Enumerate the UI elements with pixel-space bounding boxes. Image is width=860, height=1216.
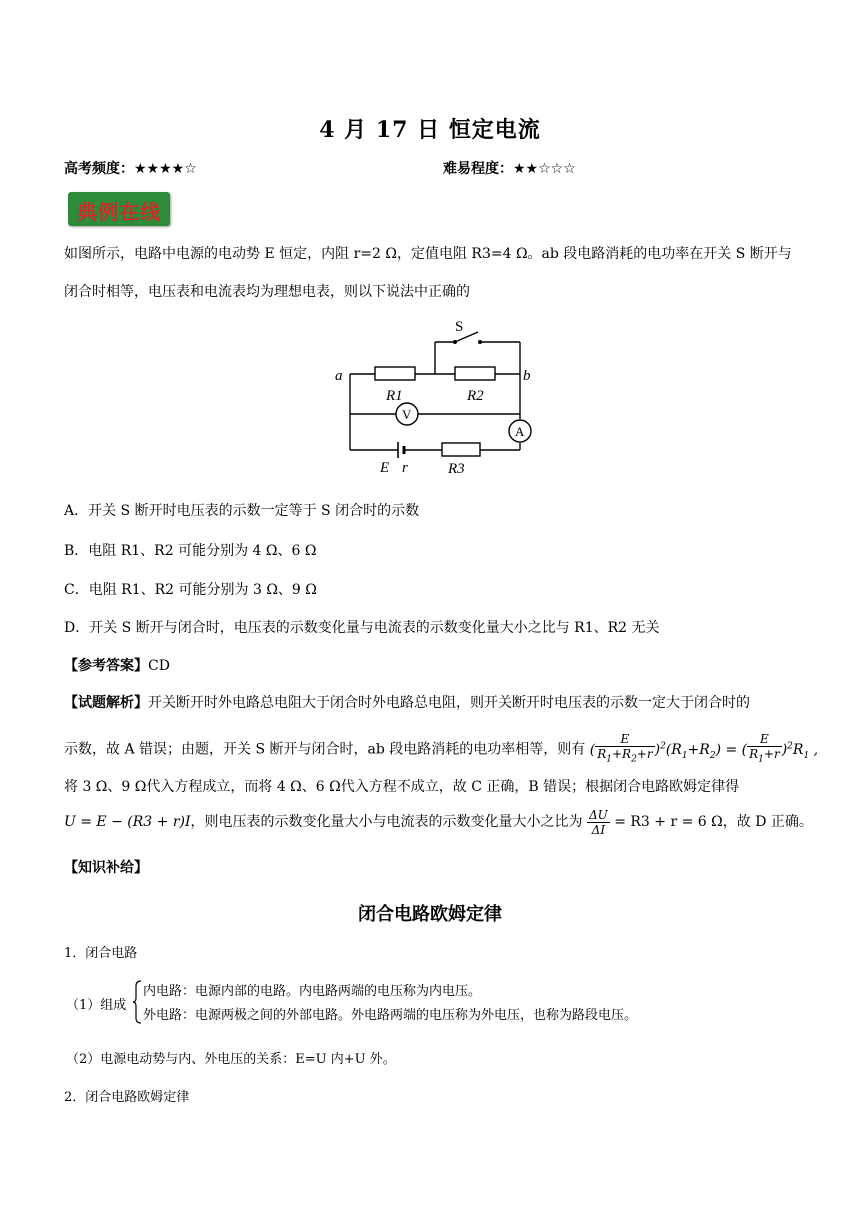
resistor-r3 [442, 443, 480, 456]
question-line-2: 闭合时相等，电压表和电流表均为理想电表，则以下说法中正确的 [64, 284, 470, 300]
power-equation: ( $\frac{E}{R_1+R_2+r}$ )$^2(R_1+R_2)$ = ( $\frac{E}{R_1+r}$ )$^2R_1$ , [589, 732, 819, 765]
voltmeter-label: V [402, 407, 412, 422]
compose-label: （1）组成 [66, 998, 127, 1013]
item-2-heading: 2．闭合电路欧姆定律 [64, 1090, 190, 1105]
analysis-text-4: ，则电压表的示数变化量大小与电流表的示数变化量大小之比为 [190, 814, 583, 830]
answer-row [64, 655, 170, 675]
option-d: D．开关 S 断开与闭合时，电压表的示数变化量与电流表的示数变化量大小之比与 R1、R2 无关 [64, 620, 660, 636]
resistor-r2 [455, 367, 495, 380]
relation-text: （2）电源电动势与内、外电压的关系：E=U 内+U 外。 [66, 1052, 396, 1067]
node-a-label: a [335, 368, 343, 384]
analysis-line-2 [64, 726, 818, 775]
emf-label: E [380, 460, 390, 476]
section-title: 闭合电路欧姆定律 [358, 904, 502, 925]
example-badge [68, 192, 170, 226]
analysis-line-1 [64, 692, 750, 712]
r2-label: R2 [467, 388, 484, 404]
analysis-line-4 [64, 802, 813, 842]
question-line-1: 如图所示，电路中电源的电动势 E 恒定，内阻 r=2 Ω，定值电阻 R3=4 Ω。ab 段电路消耗的电功率在开关 S 断开与 [64, 246, 792, 262]
difficulty-level: 难易程度：★★☆☆☆ [443, 161, 576, 177]
page-title: 4 月 17 日 恒定电流 [319, 117, 541, 143]
inner-circuit-text: 内电路：电源内部的电路。内电路两端的电压称为内电压。 [143, 984, 482, 999]
internal-resistance-label: r [402, 460, 408, 476]
analysis-line-3: 将 3 Ω、9 Ω代入方程成立，而将 4 Ω、6 Ω代入方程不成立，故 C 正确，B 错误；根据闭合电路欧姆定律得 [64, 779, 740, 795]
answer-value: CD [148, 658, 170, 674]
analysis-text-4-end: = R3 + r = 6 Ω，故 D 正确。 [614, 814, 813, 830]
ohm-equation: U = E − (R3 + r)I [64, 814, 191, 830]
circuit-diagram [330, 318, 540, 478]
r3-label: R3 [448, 461, 465, 477]
answer-label: 【参考答案】 [64, 658, 148, 674]
switch-label: S [455, 319, 464, 335]
analysis-text-2: 示数，故 A 错误；由题，开关 S 断开与闭合时，ab 段电路消耗的电功率相等，则有 [64, 741, 586, 758]
option-b: B．电阻 R1、R2 可能分别为 4 Ω、6 Ω [64, 543, 317, 559]
ammeter-label: A [515, 424, 525, 439]
analysis-text-1: 开关断开时外电路总电阻大于闭合时外电路总电阻，则开关断开时电压表的示数一定大于闭合时的 [148, 695, 750, 711]
brace-icon [132, 980, 142, 1024]
example-badge-label: 典例在线 [77, 200, 161, 224]
resistor-r1 [375, 367, 415, 380]
delta-fraction: $\frac{\Delta U}{\Delta I}$ [588, 807, 608, 837]
knowledge-label: 【知识补给】 [64, 860, 148, 876]
exam-frequency: 高考频度：★★★★☆ [64, 161, 197, 177]
analysis-label: 【试题解析】 [64, 695, 148, 711]
option-c: C．电阻 R1、R2 可能分别为 3 Ω、9 Ω [64, 582, 317, 598]
r1-label: R1 [386, 388, 403, 404]
option-a: A．开关 S 断开时电压表的示数一定等于 S 闭合时的示数 [64, 503, 420, 519]
node-b-label: b [523, 368, 531, 384]
item-1-heading: 1．闭合电路 [64, 946, 138, 961]
outer-circuit-text: 外电路：电源两极之间的外部电路。外电路两端的电压称为外电压，也称为路段电压。 [143, 1008, 638, 1023]
